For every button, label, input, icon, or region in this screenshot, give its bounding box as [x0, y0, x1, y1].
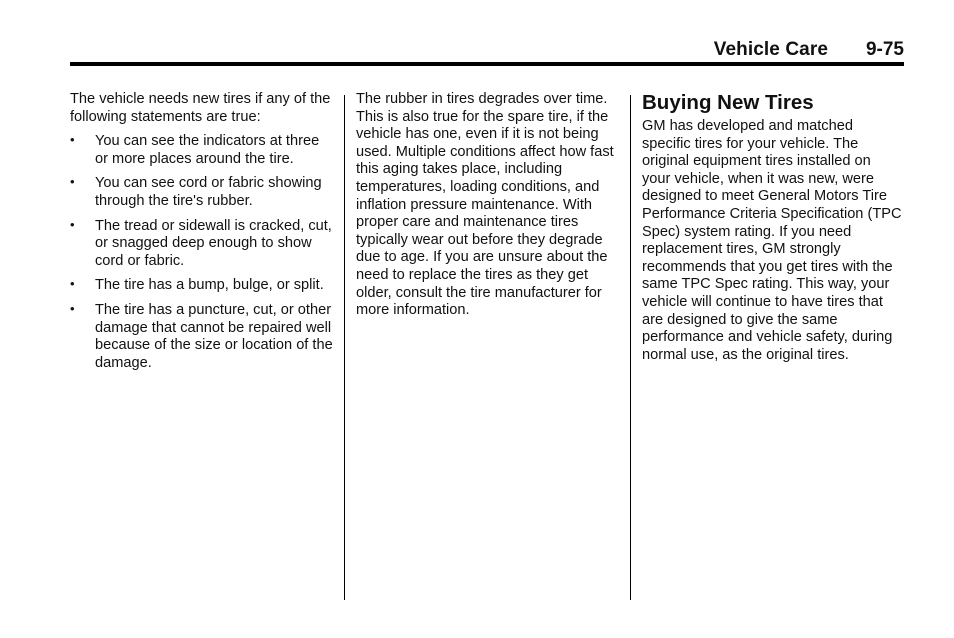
list-item — [70, 302, 334, 372]
column-left — [70, 91, 334, 379]
column-divider — [630, 95, 631, 600]
bullet-icon: • — [70, 300, 75, 316]
bullet-icon: • — [70, 132, 75, 148]
list-item — [70, 133, 334, 168]
bullet-list — [70, 133, 334, 372]
list-item-text: The tire has a puncture, cut, or other damage that cannot be repaired well because of the size or location of the damage. — [95, 301, 333, 371]
column-divider — [344, 95, 345, 600]
bullet-icon: • — [70, 174, 75, 190]
page-header — [70, 37, 904, 63]
bullet-icon: • — [70, 276, 75, 292]
list-item-text: The tread or sidewall is cracked, cut, or snagged deep enough to show cord or fabric. — [95, 217, 332, 269]
column-right — [642, 91, 902, 364]
bullet-icon: • — [70, 216, 75, 232]
intro-paragraph: The vehicle needs new tires if any of the following statements are true: — [70, 91, 331, 125]
list-item-text: You can see cord or fabric showing through the tire's rubber. — [95, 175, 322, 209]
list-item — [70, 277, 334, 295]
section-title: Vehicle Care — [713, 39, 828, 60]
page-number: 9-75 — [865, 39, 904, 60]
header-rule — [70, 62, 904, 66]
list-item-text: You can see the indicators at three or more places around the tire. — [95, 133, 320, 167]
list-item — [70, 218, 334, 271]
column-middle — [356, 91, 620, 320]
body-paragraph: The rubber in tires degrades over time. This is also true for the spare tire, if the vehicle has one, even if it is not being used. Multiple conditions affect how fast this aging takes place, including temperatures, loading conditions, and inflation pressure maintenance. With proper care and maintenance tires typically wear out before they degrade due to age. If you are unsure about the need to replace the tires as they get older, consult the tire manufacturer for more information. — [356, 91, 614, 319]
list-item-text: The tire has a bump, bulge, or split. — [95, 277, 324, 294]
section-heading: Buying New Tires — [642, 91, 814, 114]
body-paragraph: GM has developed and matched specific tires for your vehicle. The original equipment tires installed on your vehicle, when it was new, were designed to meet General Motors Tire Performance Criteria Specification (TPC Spec) system rating. If you need replacement tires, GM strongly recommends that you get tires with the same TPC Spec rating. This way, your vehicle will continue to have tires that are designed to give the same performance and vehicle safety, during normal use, as the original tires. — [642, 118, 902, 363]
list-item — [70, 175, 334, 210]
